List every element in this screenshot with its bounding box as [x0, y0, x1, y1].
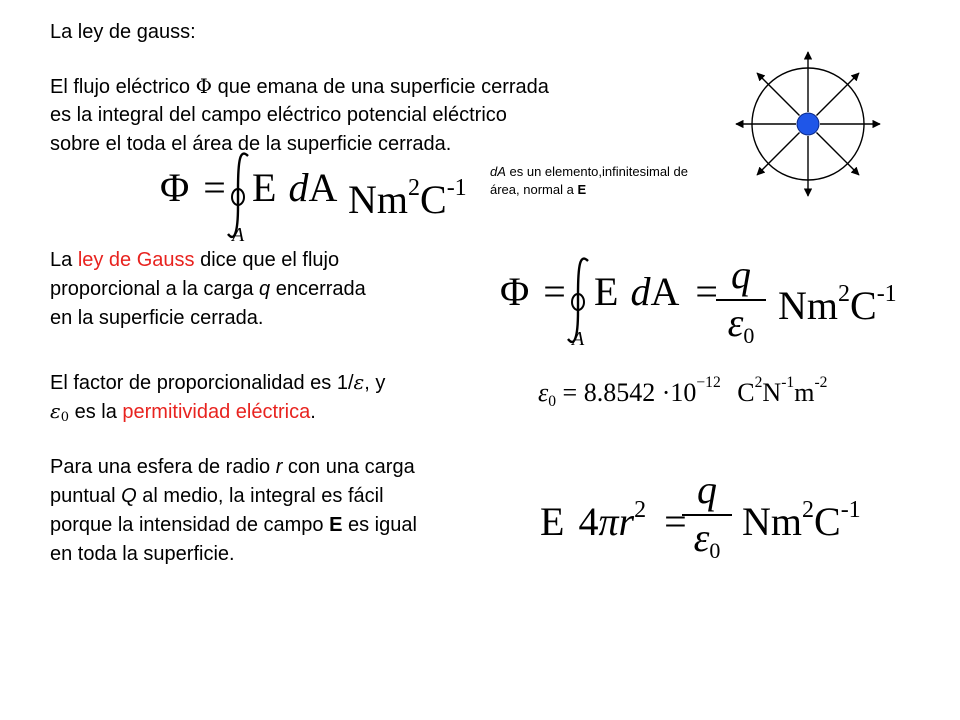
field-arrow-icon [757, 132, 799, 174]
epsilon-symbol: ε [538, 378, 549, 408]
note-line-1 [490, 163, 688, 180]
gauss-line-2 [50, 275, 366, 303]
equals-sign: = [695, 269, 718, 314]
point-charge-icon [797, 113, 819, 135]
eq1-integrand [252, 166, 337, 210]
unit-nm: Nm [742, 499, 802, 544]
a-symbol: A [650, 269, 680, 314]
d-symbol: d [630, 269, 651, 314]
sphere-text: es igual [342, 514, 417, 536]
phi-symbol: Φ [195, 74, 213, 98]
equals-sign: = [543, 269, 566, 314]
gauss-law-term: ley de Gauss [77, 249, 195, 271]
four: 4 [578, 499, 599, 544]
note-text: es un elemento,infinitesimal de [505, 164, 689, 179]
field-arrow-icon [816, 73, 858, 115]
equals-sign: = [664, 499, 687, 544]
pi-symbol: π [598, 499, 619, 544]
gauss-text: encerrada [270, 278, 366, 300]
sphere-line-1 [50, 453, 415, 481]
unit-exp: 2 [802, 497, 814, 523]
e-field: E [329, 514, 343, 536]
unit-exp: 2 [754, 374, 763, 391]
note-e: E [577, 182, 587, 197]
sphere-text: puntual [50, 485, 122, 507]
unit-exp: 2 [838, 281, 850, 307]
radius-r: r [618, 499, 635, 544]
charge-q: q [259, 278, 271, 300]
exponent: −12 [696, 374, 721, 391]
charge-Q: Q [121, 485, 137, 507]
intro-text: El flujo eléctrico [50, 76, 196, 98]
epsilon-subscript: 0 [743, 322, 755, 348]
unit-c: C [814, 499, 841, 544]
field-arrow-icon [816, 132, 858, 174]
e-field: E [594, 269, 619, 314]
sphere-text: con una carga [282, 456, 415, 478]
permittivity-term: permitividad eléctrica [122, 401, 311, 423]
r-exponent: 2 [634, 497, 647, 523]
sphere-line-3 [50, 511, 417, 539]
multiply-dot: · [661, 378, 671, 408]
gauss-text: dice que el flujo [194, 249, 340, 271]
factor-text: , y [364, 372, 386, 394]
base-ten: 10 [670, 378, 697, 408]
eq2-fraction [716, 252, 766, 356]
a-symbol: A [308, 165, 338, 210]
epsilon-symbol: ε [353, 370, 365, 394]
permittivity-value: 8.8542 [583, 378, 656, 408]
epsilon-symbol: ε [727, 300, 744, 345]
sphere-line-2 [50, 482, 384, 510]
phi-symbol: Φ [160, 165, 190, 210]
page-title: La ley de gauss: [50, 21, 196, 43]
epsilon-symbol: ε [693, 515, 710, 560]
eq4-fraction [682, 467, 732, 571]
sphere-text: Para una esfera de radio [50, 456, 276, 478]
factor-line-2 [50, 397, 316, 432]
unit-exp: -1 [840, 497, 861, 523]
eq2-integrand [594, 270, 718, 314]
gauss-line-3: en la superficie cerrada. [50, 307, 264, 329]
gauss-text: proporcional a la carga [50, 278, 260, 300]
field-arrow-icon [757, 73, 799, 115]
equals-sign: = [562, 378, 578, 408]
unit-exp: -1 [446, 175, 467, 201]
note-da: dA [490, 164, 506, 179]
unit-c: C [850, 283, 877, 328]
unit-nm: Nm [348, 177, 408, 222]
sphere-line-4: en toda la superficie. [50, 543, 235, 565]
epsilon-subscript: 0 [60, 410, 70, 425]
d-symbol: d [288, 165, 309, 210]
factor-text: es la [69, 401, 123, 423]
intro-text: que emana de una superficie cerrada [212, 76, 549, 98]
eq2-subscript: A [572, 328, 585, 350]
note-text: área, normal a [490, 182, 578, 197]
charge-q: q [731, 252, 751, 297]
gauss-line-1 [50, 246, 339, 274]
eq1-lhs [160, 166, 226, 210]
factor-line-1 [50, 368, 385, 397]
epsilon-symbol: ε [50, 399, 61, 423]
eq1-units [348, 166, 467, 222]
sphere-text: al medio, la integral es fácil [136, 485, 384, 507]
eq4-units [742, 488, 861, 544]
gauss-text: La [50, 249, 78, 271]
unit-n: N [762, 378, 782, 408]
radius-r: r [275, 456, 283, 478]
sphere-text: porque la intensidad de campo [50, 514, 330, 536]
factor-text: . [310, 401, 316, 423]
unit-m: m [794, 378, 815, 408]
gauss-sphere-diagram [735, 48, 885, 198]
e-field: E [540, 499, 565, 544]
equation-permittivity [538, 366, 827, 419]
unit-exp: -1 [781, 374, 795, 391]
eq4-lhs [540, 488, 687, 544]
intro-line-3: sobre el toda el área de la superficie cerrada. [50, 133, 452, 155]
eq2-lhs [500, 270, 566, 314]
unit-c: C [420, 177, 447, 222]
eq2-units [778, 272, 897, 328]
intro-line-2: es la integral del campo eléctrico potencial eléctrico [50, 104, 507, 126]
phi-symbol: Φ [500, 269, 530, 314]
epsilon-subscript: 0 [709, 537, 721, 563]
charge-q: q [697, 467, 717, 512]
unit-nm: Nm [778, 283, 838, 328]
unit-exp: -2 [814, 374, 828, 391]
e-field: E [252, 165, 277, 210]
unit-c: C [737, 378, 755, 408]
factor-text: El factor de proporcionalidad es 1/ [50, 372, 354, 394]
eq1-subscript: A [232, 224, 245, 246]
epsilon-subscript: 0 [548, 393, 557, 411]
unit-exp: -1 [876, 281, 897, 307]
note-line-2 [490, 181, 586, 198]
intro-line-1 [50, 72, 549, 101]
equals-sign: = [203, 165, 226, 210]
unit-exp: 2 [408, 175, 420, 201]
